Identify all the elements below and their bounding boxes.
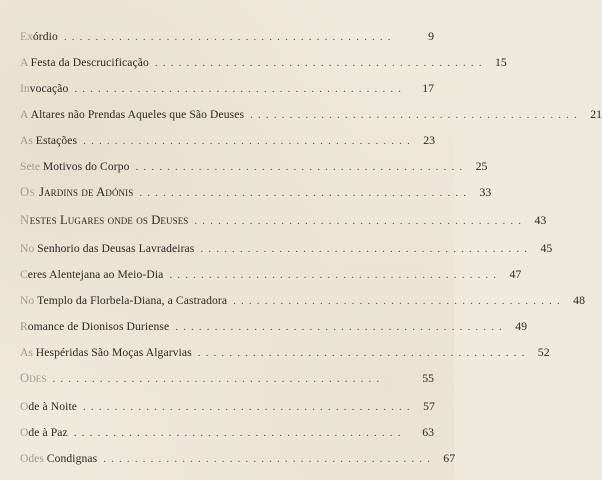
toc-entry-ceres-alentejana: [20, 267, 522, 287]
page-number: 49: [515, 319, 528, 333]
entry-title-wrap: [20, 320, 169, 333]
entry-title-wrap: [20, 426, 68, 439]
entry-title-faded-start: No: [20, 294, 35, 307]
entry-title-faded-start: No: [20, 242, 35, 255]
entry-title-faded-start: In: [20, 82, 30, 95]
entry-title-faded-start: O: [20, 400, 29, 413]
entry-title: Motivos do Corpo: [42, 160, 130, 173]
toc-entry-hesperidas: [20, 345, 550, 365]
entry-title-wrap: [20, 294, 227, 307]
page-number: 55: [422, 371, 434, 385]
entry-title: Hespéridas São Moças Algarvias: [35, 346, 192, 359]
entry-title: de à Paz: [28, 426, 68, 439]
dot-leader: . . . . . . . . . . . . . . . . . . . . . . . . . . . . . . . . . . . . . . . . . .: [73, 427, 402, 439]
entry-title-faded-start: Ex: [20, 30, 33, 43]
entry-title-faded-start: Odes: [20, 452, 44, 465]
dot-leader: . . . . . . . . . . . . . . . . . . . . . . . . . . . . . . . . . . . . . . . . . .: [169, 269, 498, 281]
toc-entry-ode-paz: [20, 425, 434, 445]
dot-leader: . . . . . . . . . . . . . . . . . . . . . . . . . . . . . . . . . . . . . . . . . .: [233, 295, 561, 307]
entry-title: Festa da Descrucificação: [30, 56, 149, 69]
toc-entry-exordio: [20, 29, 434, 49]
section-title-wrap: [20, 213, 188, 228]
entry-title-faded-start: C: [20, 268, 28, 281]
entry-title-faded-start: R: [20, 320, 28, 333]
page-number: 15: [494, 55, 507, 69]
dot-leader: . . . . . . . . . . . . . . . . . . . . . . . . . . . . . . . . . . . . . . . . . .: [83, 401, 411, 413]
section-title: Jardins de Adónis: [39, 185, 134, 199]
page-number: 17: [422, 81, 434, 95]
entry-title-wrap: [20, 346, 192, 359]
entry-title-wrap: [20, 268, 163, 281]
dot-leader: . . . . . . . . . . . . . . . . . . . . . . . . . . . . . . . . . . . . . . . . . .: [63, 31, 392, 43]
page-number: 67: [443, 451, 456, 465]
dot-leader: . . . . . . . . . . . . . . . . . . . . . . . . . . . . . . . . . . . . . . . . . .: [83, 135, 412, 147]
entry-title-wrap: [20, 108, 244, 121]
toc-entry-altares: [20, 107, 602, 127]
dot-leader: . . . . . . . . . . . . . . . . . . . . . . . . . . . . . . . . . . . . . . . . . .: [103, 453, 432, 465]
toc-entry-estacoes: [20, 133, 434, 153]
entry-title: órdio: [32, 30, 58, 43]
entry-title: de à Noite: [28, 400, 78, 413]
entry-title-faded-start: As: [20, 346, 33, 359]
toc-section-nestes-lugares: [20, 213, 547, 233]
dot-leader: . . . . . . . . . . . . . . . . . . . . . . . . . . . . . . . . . . . . . . . . . .: [175, 321, 504, 333]
dot-leader: . . . . . . . . . . . . . . . . . . . . . . . . . . . . . . . . . . . . . . . . . .: [154, 57, 483, 69]
toc-entry-senhorio-deusas: [20, 241, 553, 261]
dot-leader: . . . . . . . . . . . . . . . . . . . . . . . . . . . . . . . . . . . . . . . . . .: [194, 215, 523, 227]
dot-leader: . . . . . . . . . . . . . . . . . . . . . . . . . . . . . . . . . . . . . . . . . .: [139, 187, 468, 199]
entry-title-faded-start: A: [20, 56, 28, 69]
section-title-faded-start: Os: [20, 185, 36, 199]
page-number: 21: [590, 107, 602, 121]
section-title: Odes: [20, 371, 47, 385]
page-number: 48: [573, 293, 585, 307]
entry-title-wrap: [20, 400, 77, 413]
entry-title-wrap: [20, 82, 68, 95]
page-number: 33: [479, 185, 492, 199]
page-number: 43: [534, 213, 547, 227]
toc-entry-romance-dionisos: [20, 319, 528, 339]
entry-title-faded-start: As: [20, 134, 33, 147]
section-title-faded-start: N: [20, 213, 30, 227]
entry-title-wrap: [20, 160, 130, 173]
section-title: estes Lugares onde os Deuses: [29, 213, 189, 227]
toc-entry-festa-descrucificacao: [20, 55, 507, 75]
entry-title-wrap: [20, 242, 194, 255]
entry-title: Templo da Florbela-Diana, a Castradora: [37, 294, 228, 307]
entry-title: Altares não Prendas Aqueles que São Deuses: [30, 108, 245, 121]
entry-title: Senhorio das Deusas Lavradeiras: [37, 242, 195, 255]
toc-entry-templo-florbela: [20, 293, 585, 313]
toc-section-odes: [20, 371, 434, 391]
toc-entry-invocacao: [20, 81, 434, 101]
dot-leader: . . . . . . . . . . . . . . . . . . . . . . . . . . . . . . . . . . . . . . . . . .: [52, 373, 381, 385]
section-title-wrap: [20, 371, 47, 386]
page-number: 57: [423, 399, 435, 413]
toc-entry-odes-condignas: [20, 451, 456, 471]
page-number: 52: [537, 345, 550, 359]
entry-title: omance de Dionisos Duriense: [27, 320, 170, 333]
page-number: 9: [428, 29, 434, 43]
toc-entry-ode-noite: [20, 399, 434, 419]
entry-title-faded-start: A: [20, 108, 28, 121]
page-number: 45: [540, 241, 553, 255]
dot-leader: . . . . . . . . . . . . . . . . . . . . . . . . . . . . . . . . . . . . . . . . . .: [250, 109, 578, 121]
entry-title: eres Alentejana ao Meio-Dia: [27, 268, 164, 281]
toc-entry-sete-motivos: [20, 159, 488, 179]
entry-title-faded-start: Sete: [20, 160, 40, 173]
toc-section-jardins-adonis: [20, 185, 492, 205]
dot-leader: . . . . . . . . . . . . . . . . . . . . . . . . . . . . . . . . . . . . . . . . . .: [197, 347, 526, 359]
page-number: 23: [423, 133, 436, 147]
entry-title-wrap: [20, 452, 97, 465]
entry-title-wrap: [20, 56, 149, 69]
dot-leader: . . . . . . . . . . . . . . . . . . . . . . . . . . . . . . . . . . . . . . . . . .: [74, 83, 403, 95]
entry-title-faded-start: O: [20, 426, 29, 439]
dot-leader: . . . . . . . . . . . . . . . . . . . . . . . . . . . . . . . . . . . . . . . . . .: [135, 161, 464, 173]
page-number: 63: [422, 425, 434, 439]
entry-title: Condignas: [46, 452, 98, 465]
page-number: 47: [509, 267, 522, 281]
entry-title-wrap: [20, 30, 58, 43]
page-number: 25: [475, 159, 488, 173]
entry-title: Estações: [35, 134, 78, 147]
entry-title-wrap: [20, 134, 77, 147]
dot-leader: . . . . . . . . . . . . . . . . . . . . . . . . . . . . . . . . . . . . . . . . . .: [200, 243, 529, 255]
entry-title: vocação: [29, 82, 69, 95]
section-title-wrap: [20, 185, 133, 200]
